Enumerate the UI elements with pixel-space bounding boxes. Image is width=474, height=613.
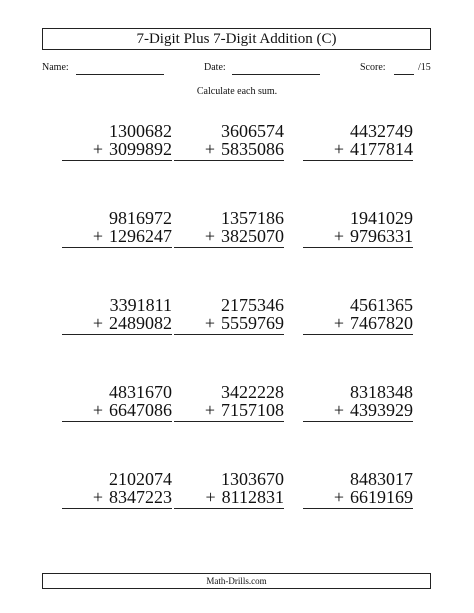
plus-sign: + [204,400,215,420]
problem-12 [303,383,413,422]
plus-sign: + [333,313,344,333]
problem-6-addend-1: 1941029 [350,208,413,228]
plus-sign: + [92,400,103,420]
problem-8-addend-1: 2175346 [221,295,284,315]
problem-8-addend-2: 5559769 [221,313,284,333]
date-line[interactable] [232,74,320,75]
problem-1-addend-1: 1300682 [109,121,172,141]
problem-15-addend-2-row [303,488,413,509]
name-line[interactable] [76,74,164,75]
problem-13 [62,470,172,509]
problem-1-addend-2: 3099892 [109,139,172,159]
problem-1-addend-2-row [62,140,172,161]
problem-12-addend-2-row [303,401,413,422]
problem-13-addend-1: 2102074 [109,469,172,489]
plus-sign: + [92,139,103,159]
problem-15-addend-1: 8483017 [350,469,413,489]
problem-2-addend-2-row [174,140,284,161]
problem-13-addend-2-row [62,488,172,509]
instructions: Calculate each sum. [196,86,278,97]
plus-sign: + [204,313,215,333]
problem-12-addend-2: 4393929 [350,400,413,420]
plus-sign: + [92,487,103,507]
problem-11-addend-1: 3422228 [221,382,284,402]
problem-4-addend-2: 1296247 [109,226,172,246]
plus-sign: + [333,139,344,159]
problem-4-addend-2-row [62,227,172,248]
date-label: Date: [204,62,226,73]
info-row [42,62,432,78]
problem-3-addend-2: 4177814 [350,139,413,159]
problem-5-addend-2: 3825070 [221,226,284,246]
problem-8-addend-2-row [174,314,284,335]
problem-10-addend-2-row [62,401,172,422]
worksheet-title [42,28,431,50]
problem-14 [174,470,284,509]
problem-11-addend-2-row [174,401,284,422]
problem-7-addend-1: 3391811 [109,295,172,315]
score-line[interactable] [394,74,414,75]
problem-1 [62,122,172,161]
problem-6-addend-2: 9796331 [350,226,413,246]
problem-3 [303,122,413,161]
problem-15 [303,470,413,509]
plus-sign: + [333,487,344,507]
problem-2-addend-1: 3606574 [221,121,284,141]
problem-5-addend-2-row [174,227,284,248]
name-label: Name: [42,62,69,73]
worksheet-title-text: 7-Digit Plus 7-Digit Addition (C) [136,30,337,47]
problem-13-addend-2: 8347223 [109,487,172,507]
problem-14-addend-2: 8112831 [221,487,284,507]
problem-10-addend-1: 4831670 [109,382,172,402]
problem-10-addend-2: 6647086 [109,400,172,420]
problem-4 [62,209,172,248]
problem-12-addend-1: 8318348 [350,382,413,402]
plus-sign: + [92,226,103,246]
plus-sign: + [92,313,103,333]
footer [42,573,431,589]
problem-14-addend-1: 1303670 [221,469,284,489]
problem-9-addend-2-row [303,314,413,335]
plus-sign: + [333,400,344,420]
problem-9-addend-1: 4561365 [350,295,413,315]
problem-5 [174,209,284,248]
problem-7-addend-2-row [62,314,172,335]
plus-sign: + [205,487,216,507]
footer-text: Math-Drills.com [206,576,267,586]
problem-5-addend-1: 1357186 [221,208,284,228]
problem-2 [174,122,284,161]
problem-15-addend-2: 6619169 [350,487,413,507]
problem-8 [174,296,284,335]
problem-2-addend-2: 5835086 [221,139,284,159]
plus-sign: + [204,139,215,159]
problem-11 [174,383,284,422]
plus-sign: + [333,226,344,246]
problem-14-addend-2-row [174,488,284,509]
problem-7-addend-2: 2489082 [109,313,172,333]
problem-4-addend-1: 9816972 [109,208,172,228]
problem-9-addend-2: 7467820 [350,313,413,333]
plus-sign: + [204,226,215,246]
score-out-of: /15 [418,62,431,73]
problem-10 [62,383,172,422]
problem-3-addend-2-row [303,140,413,161]
problem-9 [303,296,413,335]
problem-11-addend-2: 7157108 [221,400,284,420]
problem-3-addend-1: 4432749 [350,121,413,141]
problem-6-addend-2-row [303,227,413,248]
score-label: Score: [360,62,386,73]
problem-7 [62,296,172,335]
problem-6 [303,209,413,248]
